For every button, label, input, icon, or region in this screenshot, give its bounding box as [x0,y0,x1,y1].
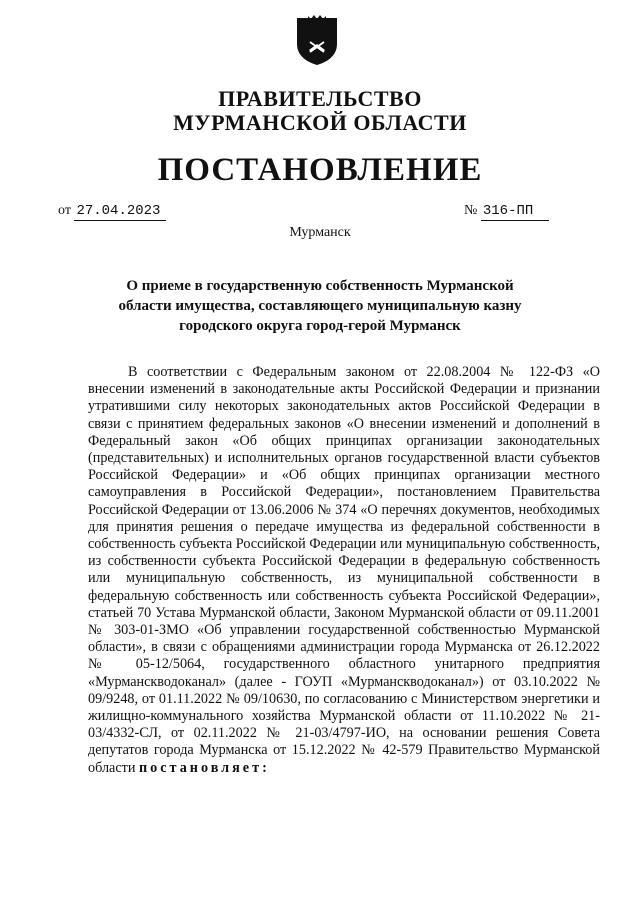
coat-of-arms-icon [295,14,339,66]
number-row [464,202,549,221]
body-paragraph [88,364,600,777]
date-prefix: от [58,203,71,218]
government-name-line1: ПРАВИТЕЛЬСТВО [218,86,422,111]
government-name-line2: МУРМАНСКОЙ ОБЛАСТИ [173,110,467,135]
date-row [58,202,166,221]
number-prefix: № [464,203,478,218]
document-date: 27.04.2023 [74,202,166,221]
city: Мурманск [289,225,351,240]
decree-word: постановляет: [138,759,270,776]
body-text: В соответствии с Федеральным законом от 22.08.2004 № 122-ФЗ «О внесении изменений в законодательные акты Российской Федерации и признании утратившими силу некоторых законодательных актов Российской Федерации в связи с принятием федеральных законов «О внесении изменений и дополнений в Федеральный закон «Об общих принципах организации законодательных (представительных) и исполнительных органов государственной власти субъектов Российской Федерации» и «Об общих принципах организации местного самоуправления в Российской Федерации», постановлением Правительства Российской Федерации от 13.06.2006 № 374 «О перечнях документов, необходимых для принятия решения о передаче имущества из федеральной собственности в собственность субъекта Российской Федерации или муниципальную собственность, из собственности субъекта Российской Федерации в федеральную собственность или муниципальную собственность, из муниципальной собственности в федеральную собственность или собственность субъекта Российской Федерации», статьей 70 Устава Мурманской области, Законом Мурманской области от 09.11.2001 № 303-01-ЗМО «Об управлении государственной собственностью Мурманской области», в связи с обращениями администрации города Мурманска от 26.12.2022 № 05-12/5064, государственного областного унитарного предприятия «Мурманскводоканал» (далее - ГОУП «Мурманскводоканал») от 03.10.2022 № 09/9248, от 01.11.2022 № 09/10630, по согласованию с Министерством энергетики и жилищно-коммунального хозяйства Мурманской области от 11.10.2022 № 21-03/4332-СЛ, от 02.11.2022 № 21-03/4797-ИО, на основании решения Совета депутатов города Мурманска от 15.12.2022 № 42-579 Правительство Мурманской области [88,364,600,776]
document-type: ПОСТАНОВЛЕНИЕ [157,152,483,188]
document-title: О приеме в государственную собственность Мурманской области имущества, составляющего муниципальную казну городского округа город-герой Мурманск [118,278,522,334]
document-number: 316-ПП [481,202,549,221]
